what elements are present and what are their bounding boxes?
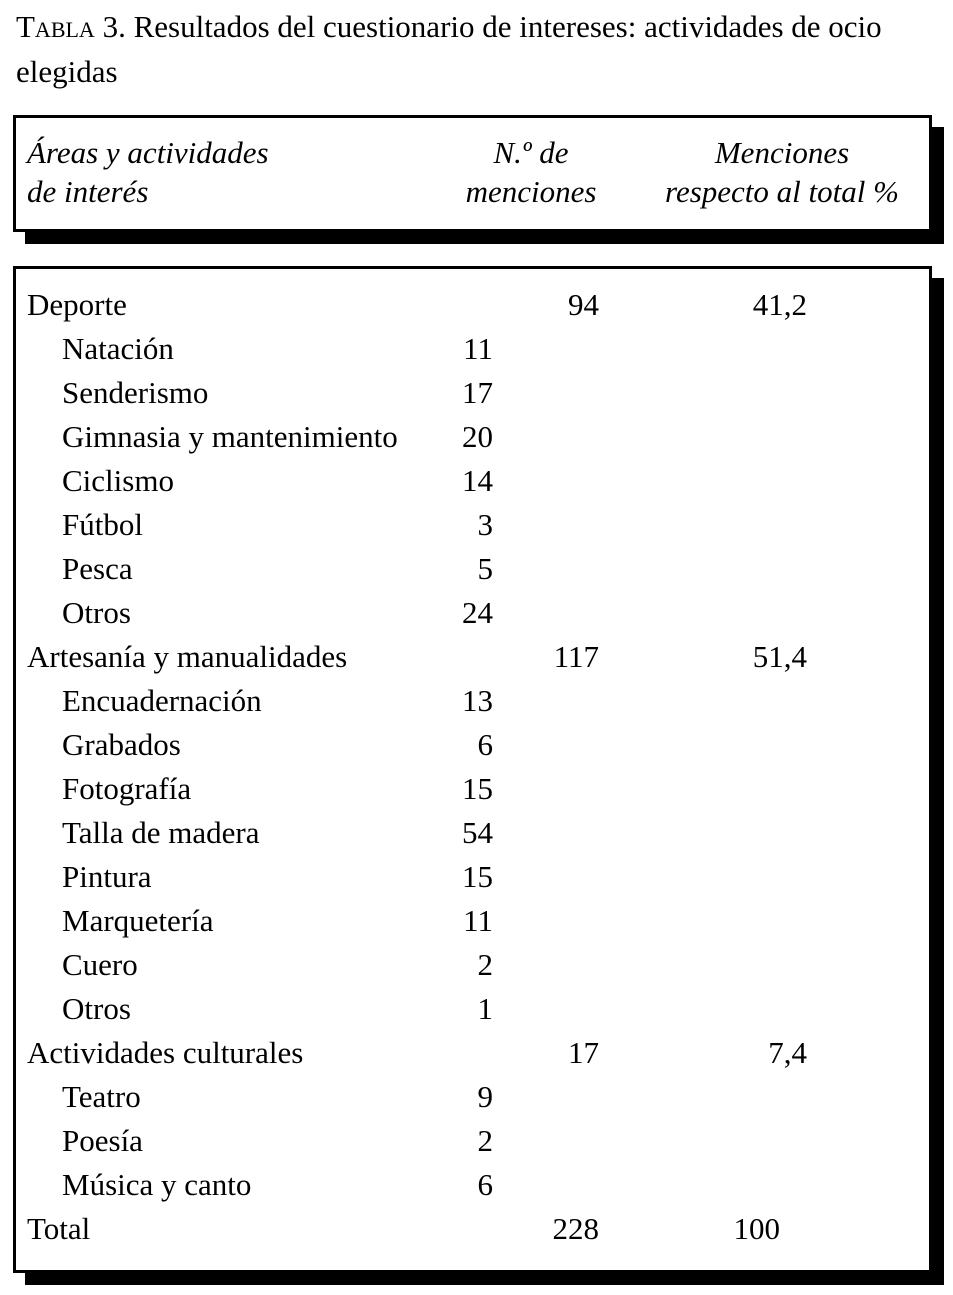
area-mentions: 17 [568,1035,599,1070]
row-name: Ciclismo [62,463,174,498]
table-row-activity [16,767,929,811]
table-row-activity [16,811,929,855]
table-row-activity [16,547,929,591]
area-percent: 7,4 [768,1035,807,1070]
row-name: Música y canto [62,1167,252,1202]
table-row-activity [16,1163,929,1207]
activity-mentions: 9 [477,1079,493,1114]
row-name: Grabados [62,727,181,762]
header-percent: Menciones respecto al total % [665,135,899,209]
activity-mentions: 6 [477,727,493,762]
row-name: Total [27,1211,91,1246]
activity-mentions: 11 [463,903,493,938]
table-body [13,266,932,1273]
table-row-activity [16,503,929,547]
row-name: Actividades culturales [27,1035,304,1070]
activity-mentions: 3 [477,507,493,542]
row-name: Cuero [62,947,138,982]
row-name: Fotografía [62,771,192,806]
row-name: Teatro [62,1079,141,1114]
activity-mentions: 15 [462,859,493,894]
row-name: Encuadernación [62,683,262,718]
area-mentions: 117 [553,639,599,674]
activity-mentions: 54 [462,815,493,850]
activity-mentions: 13 [462,683,493,718]
table-row-area [16,1031,929,1075]
row-name: Fútbol [62,507,143,542]
activity-mentions: 2 [477,947,493,982]
activity-mentions: 24 [462,595,493,630]
row-name: Otros [62,991,131,1026]
activity-mentions: 17 [462,375,493,410]
row-name: Talla de madera [62,815,260,850]
row-name: Poesía [62,1123,143,1158]
table-row-activity [16,459,929,503]
header-area: Áreas y actividades de interés [27,135,269,209]
area-mentions: 94 [568,287,599,322]
table-row-activity [16,1119,929,1163]
row-name: Artesanía y manualidades [27,639,348,674]
table-row-activity [16,723,929,767]
table-header [13,115,932,232]
activity-mentions: 5 [477,551,493,586]
header-count: N.º de menciones [465,135,597,209]
row-name: Natación [62,331,174,366]
table-row-activity [16,371,929,415]
caption-text: Resultados del cuestionario de intereses: actividades de ocio elegidas [16,9,882,89]
activity-mentions: 11 [463,331,493,366]
table-row-area [16,283,929,327]
row-name: Senderismo [62,375,209,410]
table-row-activity [16,855,929,899]
row-name: Deporte [27,287,127,322]
area-percent: 51,4 [752,639,807,674]
table-row-activity [16,591,929,635]
table-row-total [16,1207,929,1251]
activity-mentions: 20 [462,419,493,454]
area-percent: 41,2 [752,287,807,322]
table-rows [16,283,929,1251]
activity-mentions: 2 [477,1123,493,1158]
table-row-activity [16,327,929,371]
row-name: Pintura [62,859,152,894]
table-row-activity [16,943,929,987]
activity-mentions: 14 [462,463,493,498]
activity-mentions: 15 [462,771,493,806]
row-name: Marquetería [62,903,214,938]
row-name: Pesca [62,551,133,586]
caption-number: 3. [102,9,126,44]
area-percent: 100 [733,1211,780,1246]
table-row-activity [16,987,929,1031]
activity-mentions: 6 [477,1167,493,1202]
area-mentions: 228 [552,1211,599,1246]
row-name: Gimnasia y mantenimiento [62,419,398,454]
table-row-area [16,635,929,679]
row-name: Otros [62,595,131,630]
table-row-activity [16,1075,929,1119]
caption-label: Tabla [16,9,95,44]
table-row-activity [16,899,929,943]
table-row-activity [16,679,929,723]
table-row-activity [16,415,929,459]
table-caption [16,4,936,94]
activity-mentions: 1 [477,991,493,1026]
